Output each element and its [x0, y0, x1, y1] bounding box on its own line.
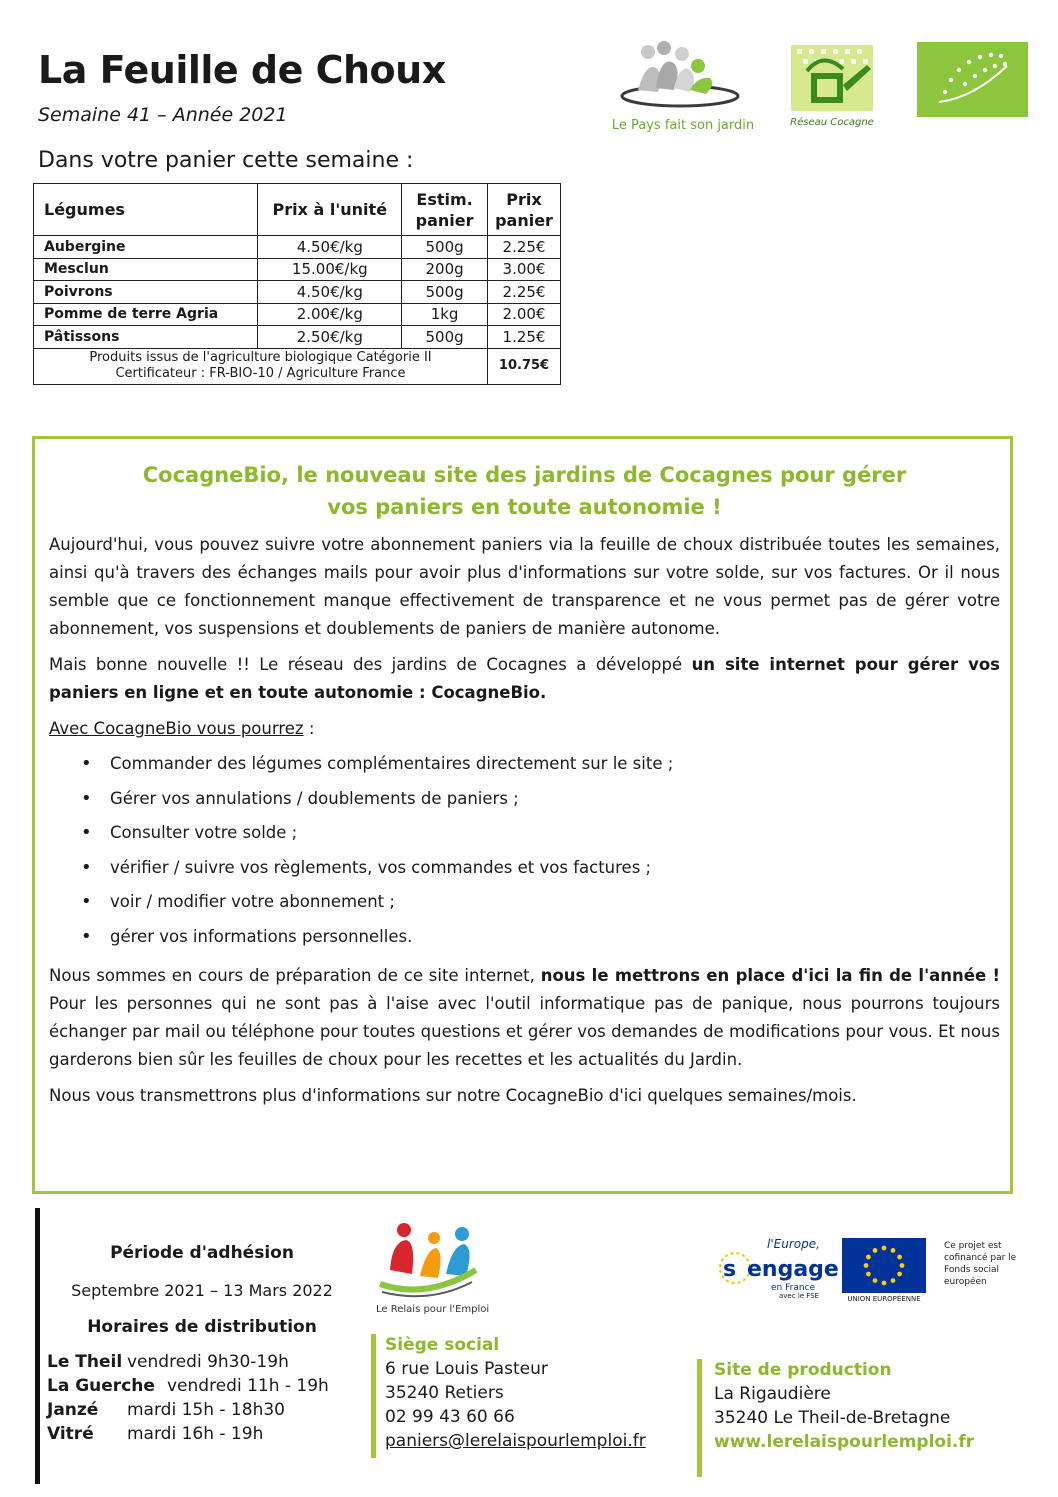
eu-flag-icon	[842, 1238, 926, 1293]
paragraph-3-text: Nous sommes en cours de préparation de ce site internet,	[49, 966, 541, 985]
distribution-title: Horaires de distribution	[87, 1317, 317, 1337]
paragraph-2-bold: un site internet pour gérer vos paniers en ligne et en toute autonomie : CocagneBio.	[49, 655, 1001, 702]
reseau-cocagne-caption: Réseau Cocagne	[790, 117, 874, 128]
page-subtitle: Semaine 41 – Année 2021	[38, 104, 288, 126]
certification-note	[34, 348, 488, 384]
table-row	[34, 258, 561, 281]
paragraph-3-end: Pour les personnes qui ne sont pas à l'aise avec l'outil informatique pas de panique, nous pourrons toujours échanger par mail ou téléphone pour toutes questions et gérer vos demandes de modifications pour vous. Et nous garderons bien sûr les feuilles de choux pour les recettes et les actualités du Jardin.	[49, 994, 1000, 1069]
list-intro-colon: :	[303, 719, 315, 738]
table-row	[34, 303, 561, 326]
article-paragraph-2	[49, 651, 1000, 707]
europe-engage-icon	[715, 1236, 839, 1294]
siege-street: 6 rue Louis Pasteur	[385, 1359, 548, 1379]
schedule-city: La Guerche	[47, 1376, 155, 1396]
schedule-city: Vitré	[47, 1424, 94, 1444]
unit-price: 2.00€/kg	[258, 303, 402, 326]
article-title-line-2: vos paniers en toute autonomie !	[327, 495, 722, 519]
article-paragraph-4: Nous vous transmettrons plus d'informations sur notre CocagneBio d'ici quelques semaines/mois.	[49, 1086, 857, 1105]
schedule-hours: mardi 16h - 19h	[127, 1424, 264, 1444]
certification-line-1: Produits issus de l'agriculture biologique Catégorie II	[89, 350, 432, 365]
paragraph-2-text: Mais bonne nouvelle !! Le réseau des jardins de Cocagnes a développé	[49, 655, 692, 674]
list-intro	[49, 715, 1000, 743]
reseau-cocagne-logo	[787, 43, 877, 133]
list-intro-underlined: Avec CocagneBio vous pourrez	[49, 719, 304, 738]
europe-fse-logo	[715, 1236, 839, 1302]
table-header-row	[34, 184, 561, 236]
production-title: Site de production	[714, 1360, 892, 1380]
siege-divider	[371, 1334, 376, 1458]
estimated-quantity: 200g	[402, 258, 488, 281]
vegetable-name: Pâtissons	[34, 326, 258, 349]
estimated-quantity: 500g	[402, 236, 488, 259]
svg-text:engage: engage	[747, 1257, 839, 1282]
relais-emploi-logo	[376, 1222, 516, 1318]
relais-emploi-caption: Le Relais pour l'Emploi	[376, 1304, 490, 1315]
svg-text:en France: en France	[771, 1283, 816, 1293]
europe-caption: avec le FSE	[779, 1292, 820, 1300]
siege-title: Siège social	[385, 1335, 500, 1355]
pays-jardin-icon	[598, 40, 768, 118]
basket-total: 10.75€	[488, 348, 561, 384]
eu-organic-logo	[917, 42, 1028, 117]
list-item: • Gérer vos annulations / doublements de paniers ;	[81, 782, 1000, 817]
table-row	[34, 326, 561, 349]
list-item: • voir / modifier votre abonnement ;	[81, 885, 1000, 920]
article-title	[49, 459, 1000, 523]
estimated-quantity: 500g	[402, 326, 488, 349]
article-paragraph-1: Aujourd'hui, vous pouvez suivre votre abonnement paniers via la feuille de choux distribuée toutes les semaines, ainsi qu'à travers des échanges mails pour avoir plus d'informations sur votre solde, sur vos factures. Or il nous semble que ce fonctionnement manque effectivement de transparence et ne vous permet pas de gérer votre abonnement, vos suspensions et doublements de paniers de manière autonome.	[49, 535, 1000, 638]
basket-price: 2.00€	[488, 303, 561, 326]
fse-cofinancing-note: Ce projet est cofinancé par le Fonds social européen	[944, 1241, 1017, 1287]
email-link[interactable]: paniers@lerelaispourlemploi.fr	[385, 1431, 646, 1451]
eu-organic-leaf-icon	[917, 42, 1028, 117]
list-item: • vérifier / suivre vos règlements, vos commandes et vos factures ;	[81, 851, 1000, 886]
siege-city: 35240 Retiers	[385, 1383, 504, 1403]
vegetable-name: Poivrons	[34, 281, 258, 304]
website-link[interactable]: www.lerelaispourlemploi.fr	[714, 1432, 975, 1452]
production-place: La Rigaudière	[714, 1384, 831, 1404]
vegetable-name: Mesclun	[34, 258, 258, 281]
production-city: 35240 Le Theil-de-Bretagne	[714, 1408, 951, 1428]
basket-price: 2.25€	[488, 281, 561, 304]
table-row	[34, 281, 561, 304]
certification-line-2: Certificateur : FR-BIO-10 / Agriculture France	[115, 366, 406, 381]
watering-can-icon	[787, 43, 877, 115]
pays-jardin-logo	[598, 40, 768, 140]
table-row	[34, 236, 561, 259]
pays-jardin-caption: Le Pays fait son jardin	[611, 118, 755, 133]
site-production	[714, 1358, 974, 1454]
cocagnebio-article	[32, 436, 1013, 1194]
siege-phone: 02 99 43 60 66	[385, 1407, 515, 1427]
adhesion-dates: Septembre 2021 – 13 Mars 2022	[71, 1281, 333, 1300]
column-header: Prix à l'unité	[258, 184, 402, 236]
unit-price: 15.00€/kg	[258, 258, 402, 281]
feature-list	[49, 747, 1000, 954]
schedule-city: Le Theil	[47, 1352, 123, 1372]
svg-text:s: s	[723, 1257, 737, 1282]
page-title: La Feuille de Choux	[38, 48, 446, 92]
schedule-hours: vendredi 11h - 19h	[167, 1376, 329, 1396]
article-title-line-1: CocagneBio, le nouveau site des jardins de Cocagnes pour gérer	[142, 463, 907, 487]
vegetable-name: Aubergine	[34, 236, 258, 259]
table-footer-row	[34, 348, 561, 384]
svg-text:l'Europe,: l'Europe,	[767, 1237, 820, 1251]
adhesion-title: Période d'adhésion	[110, 1243, 294, 1263]
basket-heading: Dans votre panier cette semaine :	[38, 148, 414, 173]
column-header: Estim. panier	[402, 184, 488, 236]
schedule-hours: mardi 15h - 18h30	[127, 1400, 285, 1420]
basket-price: 3.00€	[488, 258, 561, 281]
eu-flag-logo	[842, 1238, 926, 1304]
production-divider	[697, 1359, 702, 1477]
list-item: • gérer vos informations personnelles.	[81, 920, 1000, 955]
unit-price: 4.50€/kg	[258, 236, 402, 259]
paragraph-3-bold: nous le mettrons en place d'ici la fin de l'année !	[540, 966, 1000, 985]
article-paragraph-3	[49, 962, 1000, 1074]
vegetable-name: Pomme de terre Agria	[34, 303, 258, 326]
schedule-city: Janzé	[47, 1400, 99, 1420]
relais-people-icon	[376, 1222, 516, 1302]
estimated-quantity: 1kg	[402, 303, 488, 326]
unit-price: 4.50€/kg	[258, 281, 402, 304]
unit-price: 2.50€/kg	[258, 326, 402, 349]
list-item: • Commander des légumes complémentaires directement sur le site ;	[81, 747, 1000, 782]
estimated-quantity: 500g	[402, 281, 488, 304]
schedule-hours: vendredi 9h30-19h	[127, 1352, 289, 1372]
vegetable-table	[33, 183, 561, 385]
basket-price: 1.25€	[488, 326, 561, 349]
footer-divider	[35, 1208, 40, 1484]
column-header: Prix panier	[488, 184, 561, 236]
list-item: • Consulter votre solde ;	[81, 816, 1000, 851]
siege-social	[385, 1333, 646, 1453]
basket-price: 2.25€	[488, 236, 561, 259]
eu-caption: UNION EUROPÉENNE	[847, 1295, 921, 1303]
column-header: Légumes	[34, 184, 258, 236]
